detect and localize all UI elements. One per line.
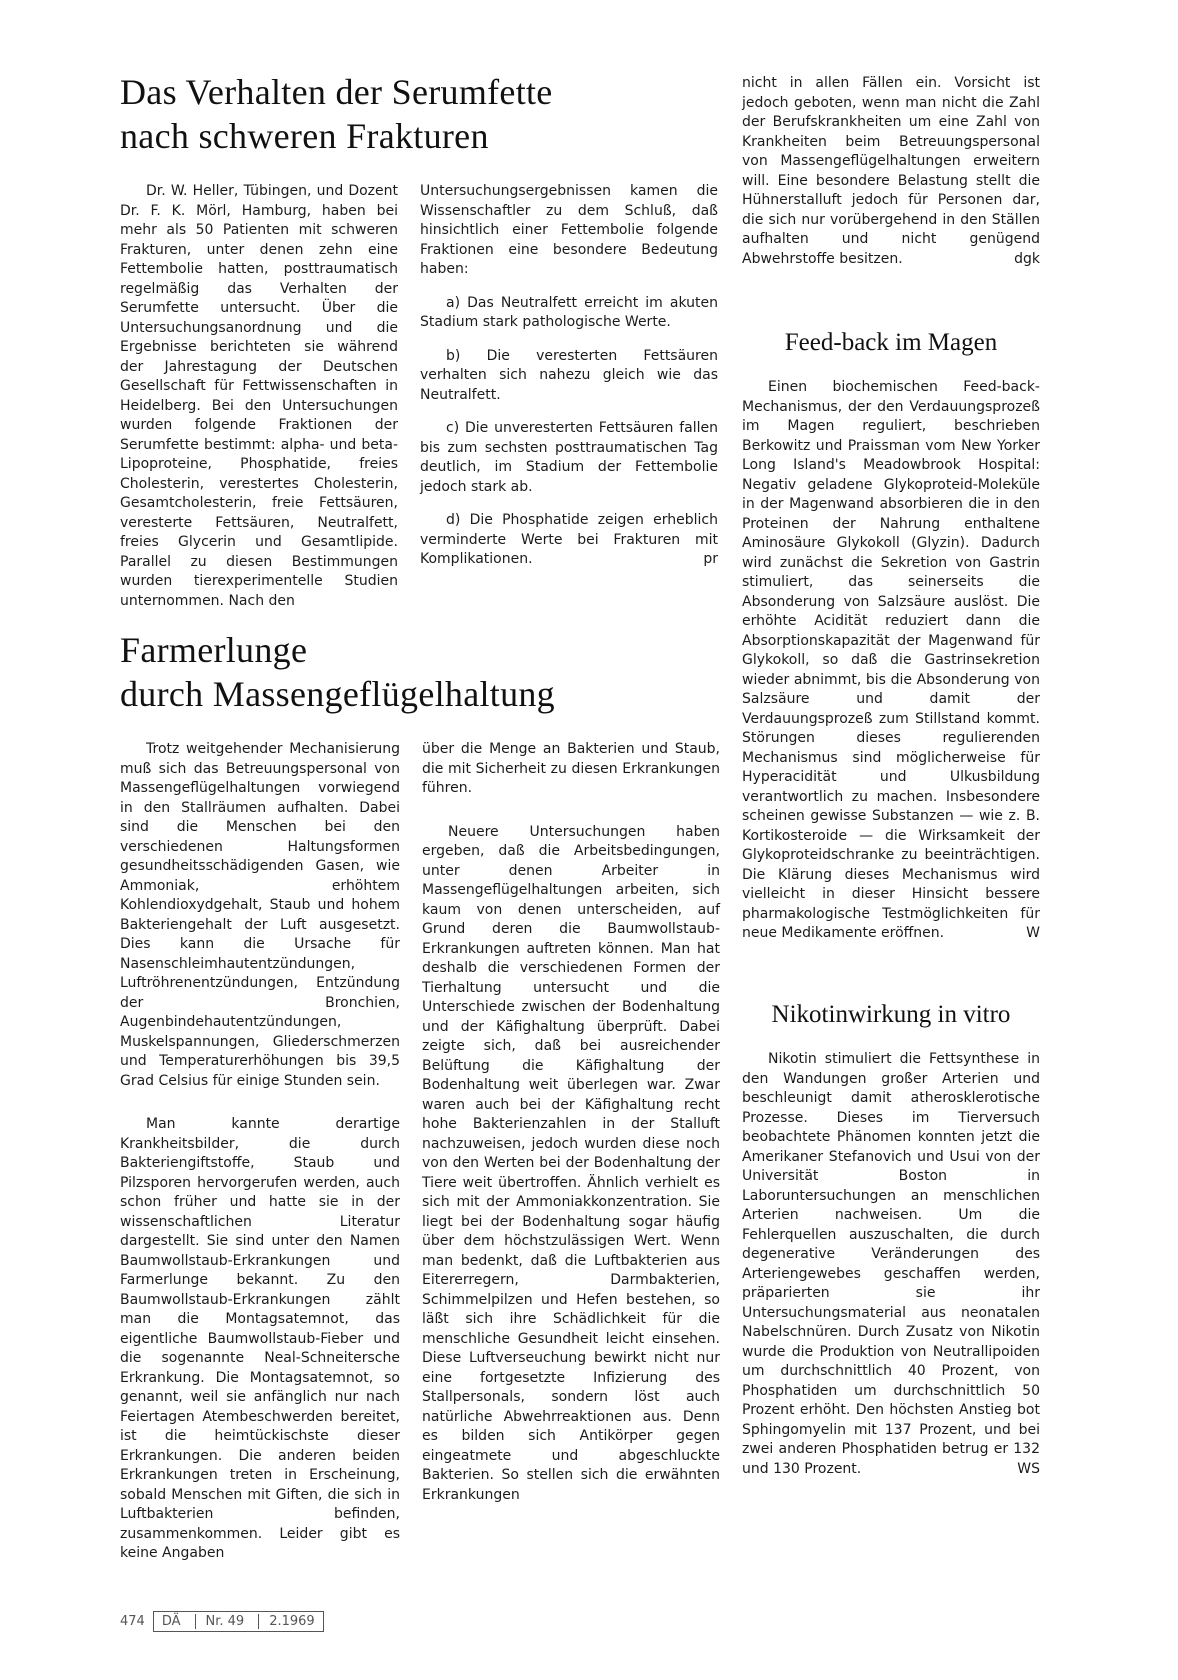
article2-paragraph: Man kannte derartige Krankheitsbilder, die durch Bakteriengiftstoffe, Staub und Pilzsporen hervorgerufen werden, auch schon früher und hatte sie in der wissenschaftlichen Literatur dargestellt. Sie sind unter den Namen Baumwollstaub-Erkrankungen und Farmerlunge bekannt. Zu den Baumwollstaub-Erkrankungen zählt man die Montagsatemnot, das eigentliche Baumwollstaub-Fieber und die sogenannte Neal-Schneitersche Erkrankung. Die Montagsatemnot, so genannt, weil sie anfänglich nur nach Feiertagen Atembeschwerden bereitet, ist die heimtückischste dieser Erkrankungen. Die anderen beiden Erkrankungen treten in Erscheinung, sobald Menschen mit Giften, die sich in Luftbakterien befinden, zusammenkommen. Leider gibt es keine Angaben [120,1116,400,1561]
article1-list-item-b: b) Die veresterten Fettsäuren verhalten sich nahezu gleich wie das Neutralfett. [420,347,718,403]
article2-column-2 [422,740,720,1519]
journal-abbreviation: DÄ [161,1614,181,1629]
article4-signature: WS [1017,1460,1040,1477]
article1-column-2 [420,182,718,570]
issue-number: Nr. 49 [195,1614,245,1629]
article1-paragraph: Dr. W. Heller, Tübingen, und Dozent Dr. F. K. Mörl, Hamburg, haben bei mehr als 50 Patienten mit schweren Frakturen, unter denen zehn eine Fettembolie hatten, posttraumatisch regelmäßig das Verhalten der Serumfette untersucht. Über die Untersuchungsanordnung und die Ergebnisse berichteten sie während der Jahrestagung der Deutschen Gesellschaft für Fettwissenschaften in Heidelberg. Bei den Untersuchungen wurden folgende Fraktionen der Serumfette bestimmt: alpha- und beta-Lipoproteine, Phosphatide, freies Cholesterin, verestertes Cholesterin, Gesamtcholesterin, freie Fettsäuren, veresterte Fettsäuren, Neutralfett, freies Glycerin und Gesamtlipide. Parallel zu diesen Bestimmungen wurden tierexperimentelle Studien unternommen. Nach den [120,183,398,609]
article4-title: Nikotinwirkung in vitro [771,1001,1011,1028]
article2-paragraph: Neuere Untersuchungen haben ergeben, daß die Arbeitsbedingungen, unter denen Arbeiter in Massengeflügelhaltungen arbeiten, sich kaum von denen unterscheiden, auf Grund deren die Baumwollstaub-Erkrankungen auftreten können. Man hat deshalb die verschiedenen Formen der Tierhaltung untersucht und die Unterschiede zwischen der Bodenhaltung und der Käfighaltung überprüft. Dabei zeigte sich, daß bei ausreichender Belüftung die Käfighaltung der Bodenhaltung weit überlegen war. Zwar waren auch bei der Käfighaltung recht hohe Bakterienzahlen in der Stalluft nachzuweisen, jedoch wurden diese noch von den Werten bei der Bodenhaltung der Tiere weit übertroffen. Ähnlich verhielt es sich mit der Ammoniakkonzentration. Sie liegt bei der Bodenhaltung sogar häufig über dem höchstzulässigen Wert. Wenn man bedenkt, daß die Luftbakterien aus Eitererregern, Darmbakterien, Schimmelpilzen und Hefen bestehen, so läßt sich ihre Schädlichkeit für die menschliche Gesundheit leicht einsehen. Diese Luftverseuchung bewirkt nicht nur eine fortgesetzte Infizierung des Stallpersonals, sondern löst auch natürliche Abwehrreaktionen aus. Denn es bilden sich Antikörper gegen eingeatmete und abgeschluckte Bakterien. So stellen sich die erwähnten Erkrankungen [422,823,720,1503]
article1-paragraph: Untersuchungsergebnissen kamen die Wissenschaftler zu dem Schluß, daß hinsichtlich einer Fettembolie folgende Fraktionen eine besondere Bedeutung haben: [420,183,718,277]
article3-title: Feed-back im Magen [784,329,998,356]
article1-signature: pr [703,551,718,567]
article2-title: Farmerlunge durch Massengeflügelhaltung [120,630,555,714]
article2-column-3-continuation [742,74,1040,269]
article2-paragraph: Trotz weitgehender Mechanisierung muß sich das Betreuungspersonal von Massengeflügelhaltungen vorwiegend in den Stallräumen aufhalten. Dabei sind die Menschen bei den verschiedenen Haltungsformen gesundheitsschädigenden Gasen, wie Ammoniak, erhöhtem Kohlendioxydgehalt, Staub und hohem Bakteriengehalt der Luft ausgesetzt. Dies kann die Ursache für Nasenschleimhautentzündungen, Luftröhrenentzündungen, Entzündung der Bronchien, Augenbindehautentzündungen, Muskelspannungen, Gliederschmerzen und Temperaturerhöhungen bis 39,5 Grad Celsius für einige Stunden sein. [120,741,400,1089]
article1-list-item-d: d) Die Phosphatide zeigen erheblich verminderte Werte bei Frakturen mit Komplikationen. [420,512,718,567]
article1-title: Das Verhalten der Serumfette nach schweren Frakturen [120,72,553,156]
article1-column-1 [120,182,398,625]
article3-paragraph: Einen biochemischen Feed-back-Mechanismus, der den Verdauungsprozeß im Magen reguliert, beschrieben Berkowitz und Praissman vom New Yorker Long Island's Meadowbrook Hospital: Negativ geladene Glykoproteid-Moleküle in der Magenwand absorbieren die in den Proteinen der Nahrung enthaltene Aminosäure Glykokoll (Glyzin). Dadurch wird zunächst die Sekretion von Gastrin stimuliert, das seinerseits die Absonderung von Salzsäure auslöst. Die erhöhte Acidität reduziert dann die Absorptionskapazität der Magenwand für Glykokoll, so daß die Gastrinsekretion wieder abnimmt, bis die Absonderung von Salzsäure und damit der Verdauungsprozeß zum Stillstand kommt. Störungen dieses regulierenden Mechanismus sind möglicherweise für Hyperacidität und Ulkusbildung verantwortlich zu machen. Insbesondere scheinen gewisse Substanzen — wie z. B. Kortikosteroide — die Wirksamkeit der Glykoproteidschranke zu beeinträchtigen. Die Klärung dieses Mechanismus wird vielleicht in dieser Hinsicht bessere pharmakologische Testmöglichkeiten für neue Medikamente eröffnen. [742,379,1040,941]
article3-signature: W [1026,925,1040,941]
article2-paragraph: nicht in allen Fällen ein. Vorsicht ist jedoch geboten, wenn man nicht die Zahl der Berufskrankheiten um eine Zahl von Krankheiten beim Betreuungspersonal von Massengeflügelhaltungen erweitern will. Eine besondere Belastung stellt die Hühnerstalluft jedoch für Personen dar, die sich nur vorübergehend in den Ställen aufhalten und nicht genügend Abwehrstoffe besitzen. [742,75,1040,267]
article2-signature: dgk [1014,250,1040,267]
article2-column-1 [120,740,400,1578]
article2-paragraph: über die Menge an Bakterien und Staub, die mit Sicherheit zu diesen Erkrankungen führen. [422,741,720,796]
article4-paragraph: Nikotin stimuliert die Fettsynthese in den Wandungen großer Arterien und beschleunigt damit atherosklerotische Prozesse. Dieses im Tierversuch beobachtete Phänomen konnten jetzt die Amerikaner Stefanovich und Usui von der Universität Boston in Laboruntersuchungen an menschlichen Arterien nachweisen. Um die Fehlerquellen auszuschalten, die durch degenerative Veränderungen des Arteriengewebes geschaffen werden, präparierten sie ihr Untersuchungsmaterial aus neonatalen Nabelschnüren. Durch Zusatz von Nikotin wurde die Produktion von Neutrallipoiden um durchschnittlich 40 Prozent, von Phosphatiden um durchschnittlich 50 Prozent erhöht. Den höchsten Anstieg bot Sphingomyelin mit 137 Prozent, und bei zwei anderen Phosphatiden betrug er 132 und 130 Prozent. [742,1051,1040,1477]
article3-column [742,378,1040,944]
article4-column [742,1050,1040,1479]
article1-list-item-c: c) Die unveresterten Fettsäuren fallen bis zum sechsten posttraumatischen Tag deutlich, im Stadium der Fettembolie jedoch stark ab. [420,420,718,495]
journal-stamp [153,1611,324,1632]
page-number: 474 [120,1614,145,1629]
page-footer [120,1611,324,1632]
article1-list-item-a: a) Das Neutralfett erreicht im akuten Stadium stark pathologische Werte. [420,294,718,330]
issue-date: 2.1969 [258,1614,315,1629]
